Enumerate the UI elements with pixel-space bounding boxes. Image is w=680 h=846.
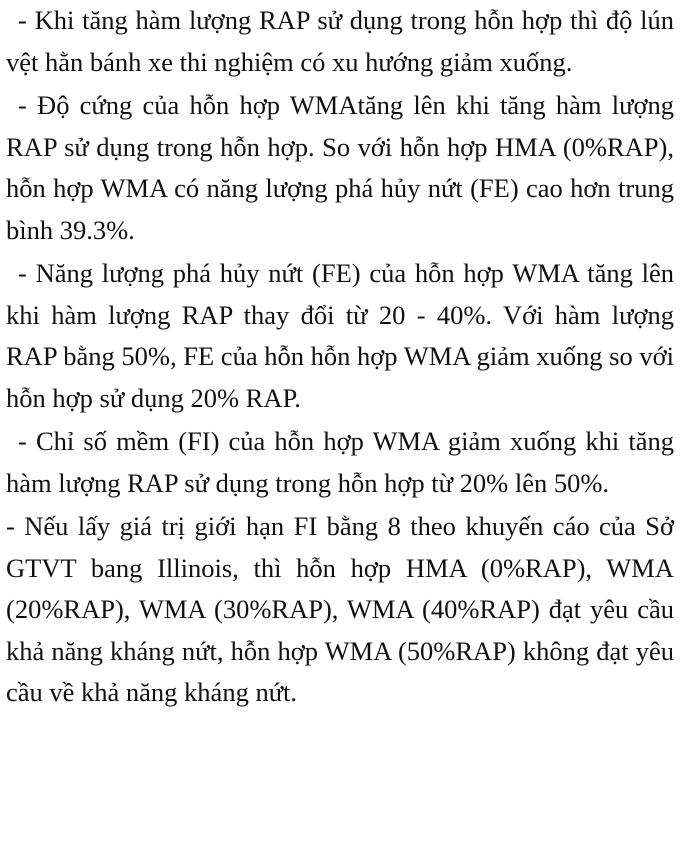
document-body <box>6 0 674 716</box>
conclusion-paragraph-1: - Khi tăng hàm lượng RAP sử dụng trong hỗn hợp thì độ lún vệt hằn bánh xe thi nghiệm có xu hướng giảm xuống. <box>6 5 674 77</box>
conclusion-paragraph-2: - Độ cứng của hỗn hợp WMAtăng lên khi tăng hàm lượng RAP sử dụng trong hỗn hợp. So với hỗn hợp HMA (0%RAP), hỗn hợp WMA có năng lượng phá hủy nứt (FE) cao hơn trung bình 39.3%. <box>6 90 674 245</box>
conclusion-paragraph-4: - Chỉ số mềm (FI) của hỗn hợp WMA giảm xuống khi tăng hàm lượng RAP sử dụng trong hỗn hợp từ 20% lên 50%. <box>6 426 674 498</box>
conclusion-paragraph-5: - Nếu lấy giá trị giới hạn FI bằng 8 theo khuyến cáo của Sở GTVT bang Illinois, thì hỗn hợp HMA (0%RAP), WMA (20%RAP), WMA (30%RAP), WMA (40%RAP) đạt yêu cầu khả năng kháng nứt, hỗn hợp WMA (50%RAP) không đạt yêu cầu về khả năng kháng nứt. <box>6 511 674 707</box>
conclusion-paragraph-3: - Năng lượng phá hủy nứt (FE) của hỗn hợp WMA tăng lên khi hàm lượng RAP thay đổi từ 20 - 40%. Với hàm lượng RAP bằng 50%, FE của hỗn hỗn hợp WMA giảm xuống so với hỗn hợp sử dụng 20% RAP. <box>6 258 674 413</box>
